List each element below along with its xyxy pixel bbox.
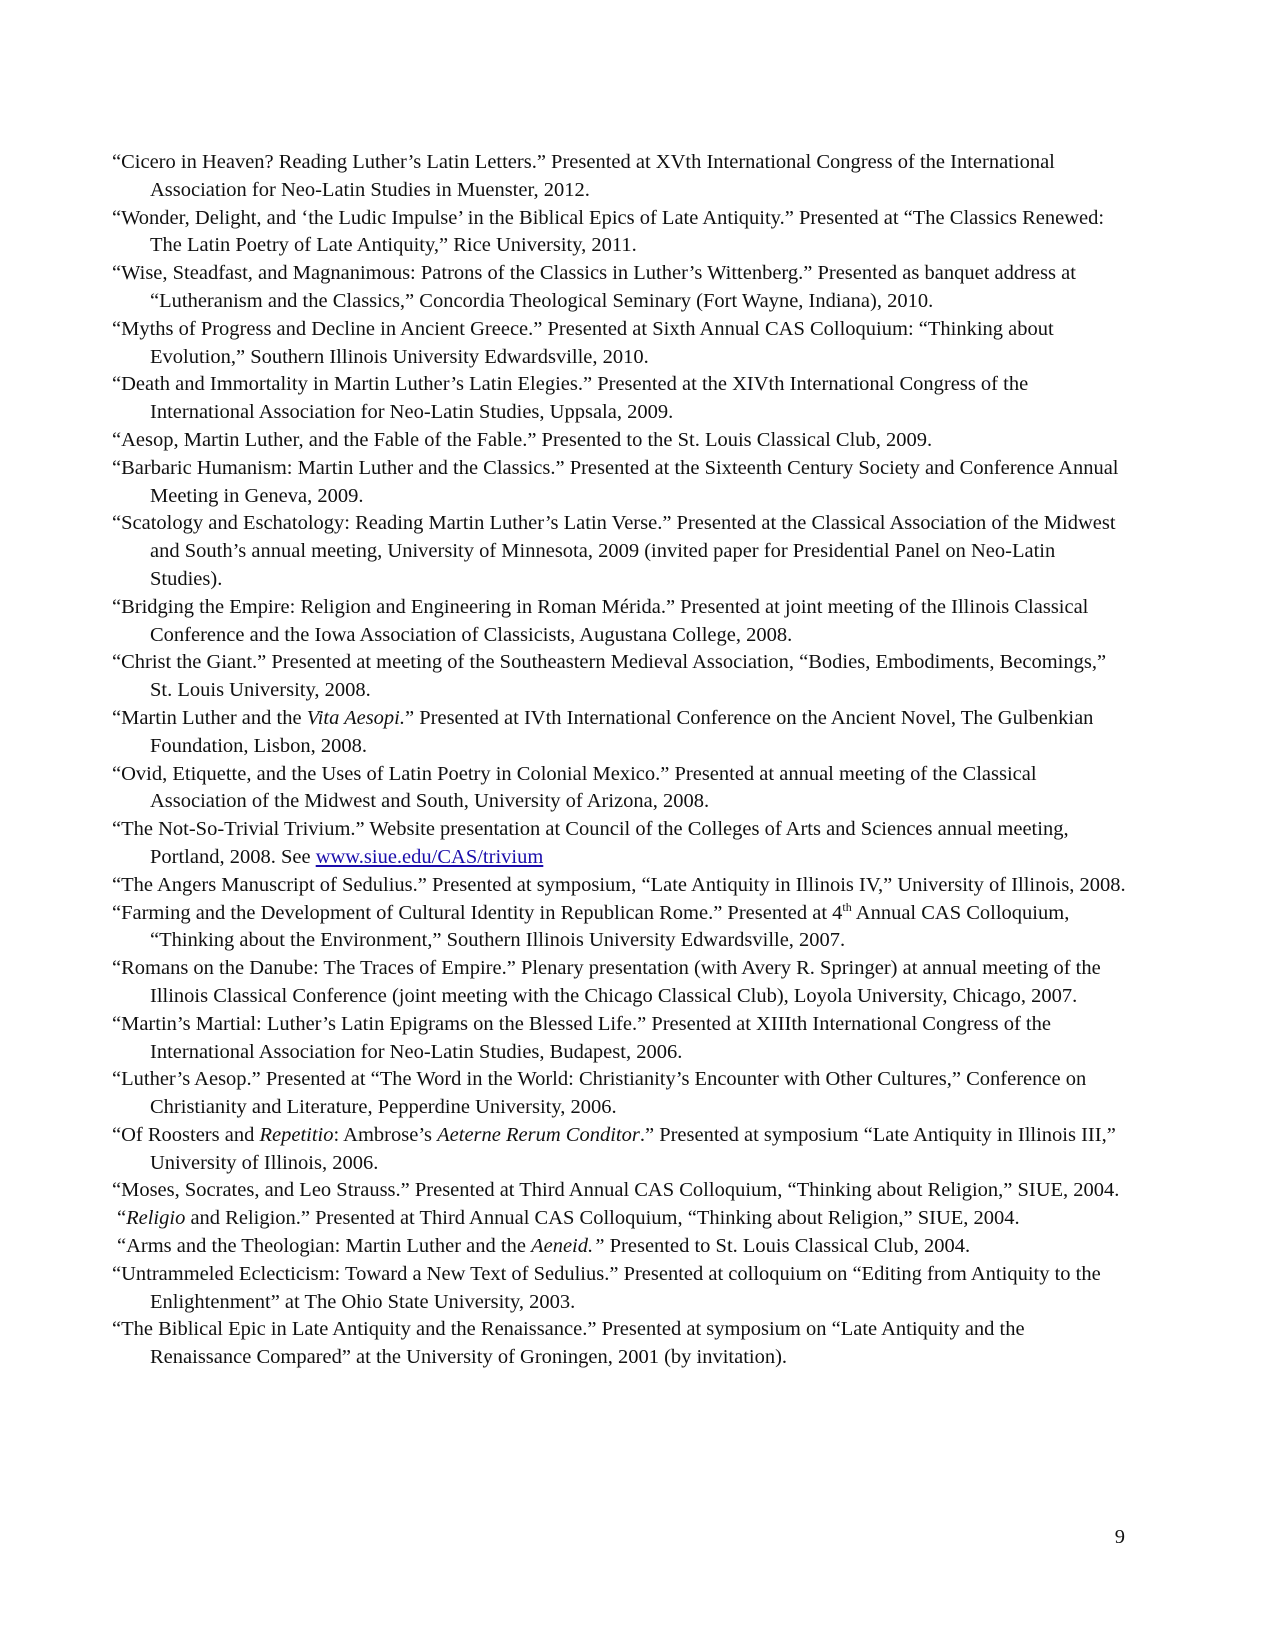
presentation-entry: “Barbaric Humanism: Martin Luther and the Classics.” Presented at the Sixteenth Century Society and Conference Annual Meeting in Geneva, 2009. — [112, 456, 1119, 507]
presentation-entry: “Arms and the Theologian: Martin Luther and the Aeneid.” Presented to St. Louis Classical Club, 2004. — [117, 1235, 971, 1258]
presentation-entry: “Aesop, Martin Luther, and the Fable of the Fable.” Presented to the St. Louis Classical Club, 2009. — [112, 428, 933, 451]
presentations-list — [112, 149, 1127, 1372]
presentation-entry: “Romans on the Danube: The Traces of Empire.” Plenary presentation (with Avery R. Springer) at annual meeting of the Illinois Classical Conference (joint meeting with the Chicago Classical Club), Loyola University, Chicago, 2007. — [112, 957, 1101, 1007]
presentation-entry: “Ovid, Etiquette, and the Uses of Latin Poetry in Colonial Mexico.” Presented at annual meeting of the Classical Association of the Midwest and South, University of Arizona, 2008. — [112, 762, 1037, 813]
presentation-entry: “Bridging the Empire: Religion and Engineering in Roman Mérida.” Presented at joint meeting of the Illinois Classical Conference and the Iowa Association of Classicists, Augustana College, 2008. — [112, 595, 1089, 646]
trivium-link[interactable]: www.siue.edu/CAS/trivium — [315, 845, 544, 868]
italic-title: Vita Aesopi. — [306, 706, 406, 729]
presentation-entry: “Wise, Steadfast, and Magnanimous: Patrons of the Classics in Luther’s Wittenberg.” Presented as banquet address at “Lutheranism and the Classics,” Concordia Theological Seminary (Fort Wayne, Indiana), 2010. — [112, 262, 1076, 312]
presentation-entry: “Religio and Religion.” Presented at Third Annual CAS Colloquium, “Thinking about Religion,” SIUE, 2004. — [117, 1207, 1020, 1230]
presentation-entry: “Of Roosters and Repetitio: Ambrose’s Aeterne Rerum Conditor.” Presented at symposium “Late Antiquity in Illinois III,” University of Illinois, 2006. — [112, 1123, 1116, 1174]
presentation-entry: “The Angers Manuscript of Sedulius.” Presented at symposium, “Late Antiquity in Illinois IV,” University of Illinois, 2008. — [112, 873, 1126, 896]
presentation-entry: “Myths of Progress and Decline in Ancient Greece.” Presented at Sixth Annual CAS Colloquium: “Thinking about Evolution,” Southern Illinois University Edwardsville, 2010. — [112, 317, 1054, 368]
italic-title: Aeterne Rerum Conditor — [437, 1123, 640, 1146]
presentation-entry: “Martin’s Martial: Luther’s Latin Epigrams on the Blessed Life.” Presented at XIIIth International Congress of the International Association for Neo-Latin Studies, Budapest, 2006. — [112, 1012, 1051, 1063]
italic-title: Repetitio — [259, 1123, 334, 1146]
presentation-entry: “Death and Immortality in Martin Luther’s Latin Elegies.” Presented at the XIVth International Congress of the International Association for Neo-Latin Studies, Uppsala, 2009. — [112, 373, 1029, 424]
presentation-entry: “Wonder, Delight, and ‘the Ludic Impulse’ in the Biblical Epics of Late Antiquity.” Presented at “The Classics Renewed: The Latin Poetry of Late Antiquity,” Rice University, 2011. — [112, 206, 1105, 257]
presentation-entry: “The Not-So-Trivial Trivium.” Website presentation at Council of the Colleges of Arts and Sciences annual meeting, Portland, 2008. See www.siue.edu/CAS/trivium — [112, 818, 1069, 868]
presentation-entry: “Farming and the Development of Cultural Identity in Republican Rome.” Presented at 4th Annual CAS Colloquium, “Thinking about the Environment,” Southern Illinois University Edwardsville, 2007. — [112, 899, 1070, 952]
presentation-entry: “Martin Luther and the Vita Aesopi.” Presented at IVth International Conference on the Ancient Novel, The Gulbenkian Foundation, Lisbon, 2008. — [112, 706, 1094, 757]
presentation-entry: “The Biblical Epic in Late Antiquity and the Renaissance.” Presented at symposium on “Late Antiquity and the Renaissance Compared” at the University of Groningen, 2001 (by invitation). — [112, 1318, 1025, 1369]
presentation-entry: “Moses, Socrates, and Leo Strauss.” Presented at Third Annual CAS Colloquium, “Thinking about Religion,” SIUE, 2004. — [112, 1179, 1120, 1202]
presentation-entry: “Luther’s Aesop.” Presented at “The Word in the World: Christianity’s Encounter with Other Cultures,” Conference on Christianity and Literature, Pepperdine University, 2006. — [112, 1068, 1087, 1119]
presentation-entry: “Cicero in Heaven? Reading Luther’s Latin Letters.” Presented at XVth International Congress of the International Association for Neo-Latin Studies in Muenster, 2012. — [112, 151, 1055, 201]
italic-title: Religio — [126, 1207, 186, 1230]
ordinal-superscript: th — [842, 899, 852, 914]
presentation-entry: “Scatology and Eschatology: Reading Martin Luther’s Latin Verse.” Presented at the Classical Association of the Midwest and South’s annual meeting, University of Minnesota, 2009 (invited paper for Presidential Panel on Neo-Latin Studies). — [112, 512, 1116, 590]
presentation-entry: “Christ the Giant.” Presented at meeting of the Southeastern Medieval Association, “Bodies, Embodiments, Becomings,” St. Louis University, 2008. — [112, 651, 1107, 702]
page-number: 9 — [1114, 1526, 1125, 1548]
presentation-entry: “Untrammeled Eclecticism: Toward a New Text of Sedulius.” Presented at colloquium on “Editing from Antiquity to the Enlightenment” at The Ohio State University, 2003. — [112, 1262, 1101, 1313]
italic-title: Aeneid.” — [531, 1235, 605, 1258]
